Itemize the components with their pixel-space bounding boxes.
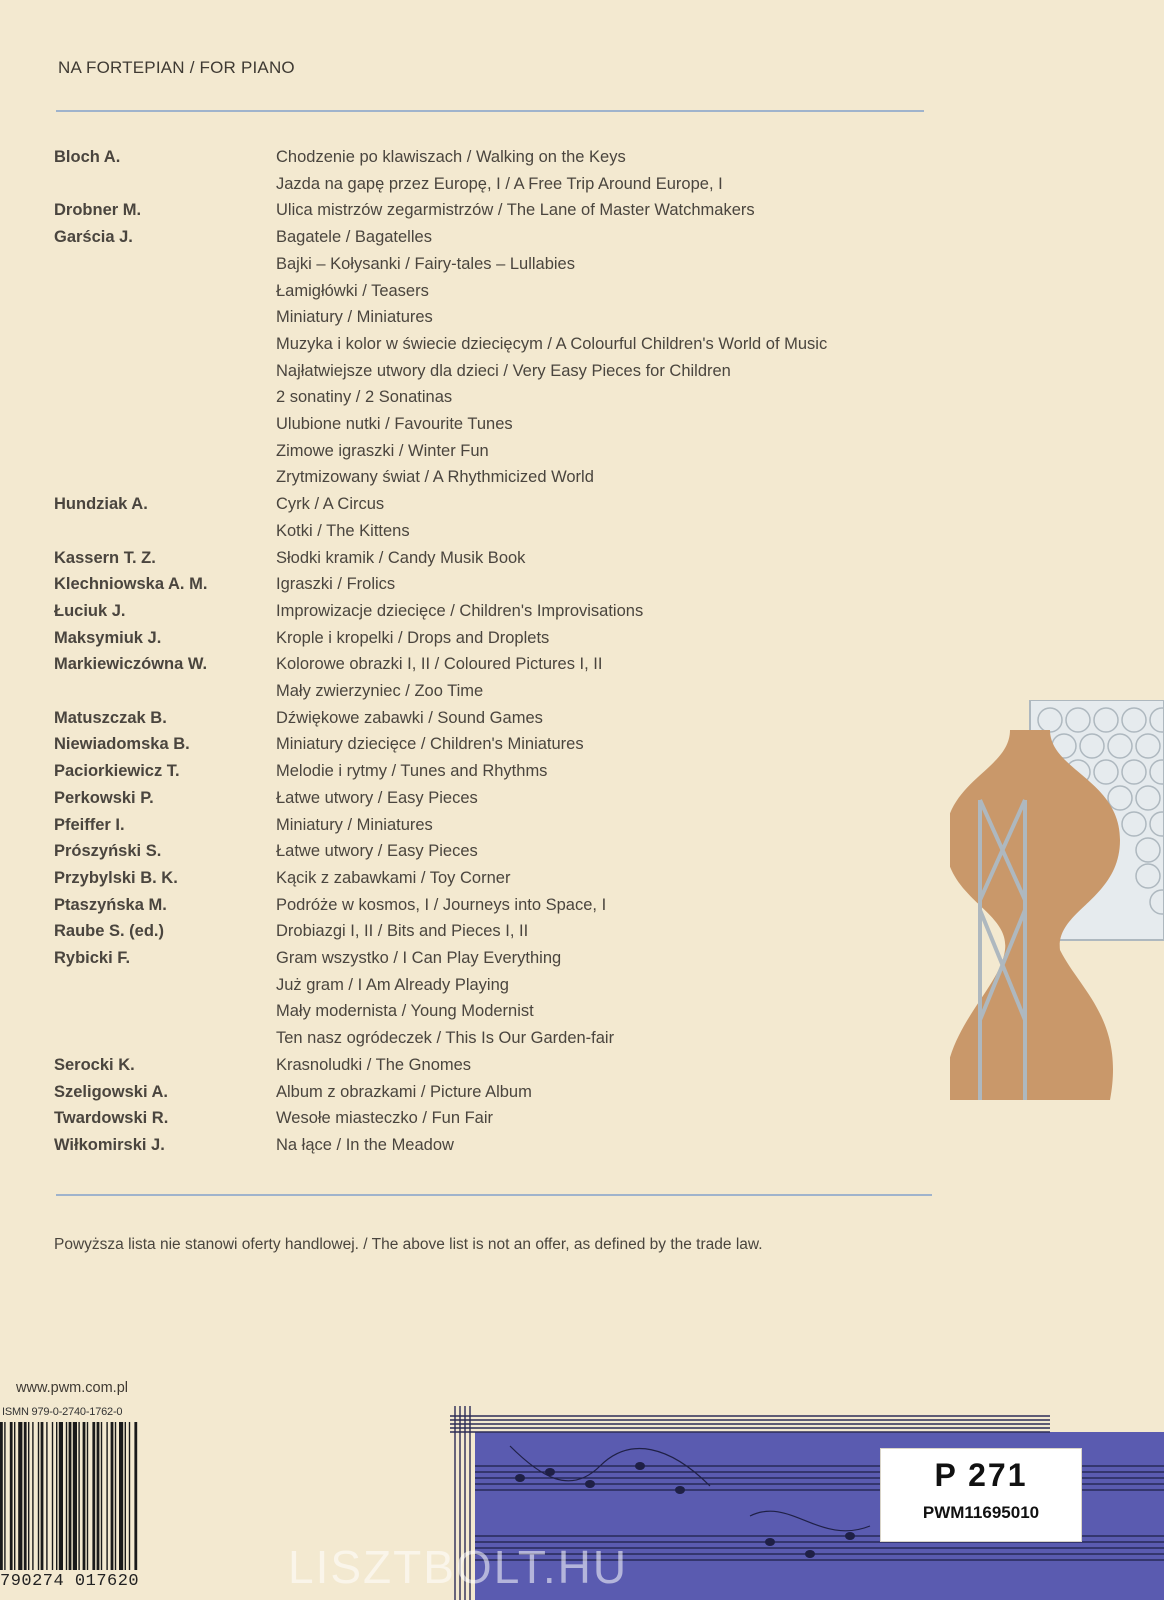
composer-name: Matuszczak B. <box>54 708 167 727</box>
barcode-bar <box>0 1422 3 1570</box>
catalog-row <box>0 228 920 254</box>
catalog-row <box>0 789 920 815</box>
ismn-number: ISMN 979-0-2740-1762-0 <box>2 1406 123 1418</box>
catalog-row <box>0 495 920 521</box>
catalog-row <box>0 282 920 308</box>
catalog-row <box>0 148 920 174</box>
work-title: Kącik z zabawkami / Toy Corner <box>276 868 511 887</box>
composer-name: Wiłkomirski J. <box>54 1135 165 1154</box>
top-divider <box>56 110 924 112</box>
barcode-bar <box>92 1422 95 1570</box>
price-code: P 271 <box>934 1457 1028 1493</box>
catalog-row <box>0 629 920 655</box>
work-title: Ulica mistrzów zegarmistrzów / The Lane of Master Watchmakers <box>276 201 755 220</box>
work-title: Ulubione nutki / Favourite Tunes <box>276 415 513 433</box>
catalog-row <box>0 255 920 281</box>
composer-name: Niewiadomska B. <box>54 735 190 754</box>
composer-name: Rybicki F. <box>54 949 131 967</box>
barcode-bar <box>83 1422 86 1570</box>
composer-name: Klechniowska A. M. <box>54 575 208 594</box>
barcode-bar <box>97 1422 100 1570</box>
work-title: Zrytmizowany świat / A Rhythmicized World <box>276 468 594 487</box>
work-title: Najłatwiejsze utwory dla dzieci / Very Easy Pieces for Children <box>276 361 731 380</box>
composer-name: Maksymiuk J. <box>54 628 162 647</box>
barcode-bar <box>66 1422 67 1570</box>
barcode-bar <box>129 1422 130 1570</box>
catalog-row <box>0 1083 920 1109</box>
catalog-row <box>0 175 920 201</box>
composer-name: Kassern T. Z. <box>54 548 156 567</box>
barcode-bar <box>111 1422 114 1570</box>
work-title: Gram wszystko / I Can Play Everything <box>276 949 562 967</box>
catalog-row <box>0 442 920 468</box>
composer-name: Twardowski R. <box>54 1109 169 1128</box>
work-title: Mały zwierzyniec / Zoo Time <box>276 682 484 700</box>
barcode-bar <box>14 1422 15 1570</box>
work-title: Chodzenie po klawiszach / Walking on the Keys <box>276 148 626 166</box>
barcode-bar <box>125 1422 126 1570</box>
barcode-bar <box>87 1422 88 1570</box>
catalog-row <box>0 1029 920 1055</box>
composer-name: Prószyński S. <box>54 842 162 861</box>
work-title: Podróże w kosmos, I / Journeys into Space, I <box>276 895 607 914</box>
barcode-bar <box>78 1422 79 1570</box>
composer-name: Szeligowski A. <box>54 1082 169 1101</box>
work-title: Improwizacje dziecięce / Children's Improvisations <box>276 601 644 620</box>
catalog-row <box>0 709 920 735</box>
composer-name: Perkowski P. <box>54 788 154 807</box>
barcode <box>0 1406 174 1600</box>
catalog-row <box>0 655 920 681</box>
barcode-bar <box>101 1422 102 1570</box>
disclaimer-text: Powyższa lista nie stanowi oferty handlowej. / The above list is not an offer, as defined by the trade law. <box>54 1236 763 1253</box>
work-title: Bagatele / Bagatelles <box>276 228 432 247</box>
barcode-bar <box>106 1422 107 1570</box>
work-title: Krople i kropelki / Drops and Droplets <box>276 628 550 647</box>
barcode-digits: 790274 017620 <box>0 1572 140 1591</box>
composer-name: Paciorkiewicz T. <box>54 762 180 781</box>
work-title: Na łące / In the Meadow <box>276 1135 454 1154</box>
work-title: Zimowe igraszki / Winter Fun <box>276 441 489 460</box>
composer-name: Ptaszyńska M. <box>54 895 167 914</box>
publisher-website: www.pwm.com.pl <box>16 1380 128 1396</box>
catalog-row <box>0 335 920 361</box>
catalog-row <box>0 388 920 414</box>
barcode-bar <box>41 1422 44 1570</box>
barcode-bar <box>24 1422 27 1570</box>
catalog-row <box>0 842 920 868</box>
catalog-row <box>0 816 920 842</box>
barcode-bar <box>4 1422 5 1570</box>
catalog-row <box>0 1002 920 1028</box>
composer-name: Łuciuk J. <box>54 601 126 620</box>
barcode-bar <box>46 1422 47 1570</box>
catalog-row <box>0 1056 920 1082</box>
work-title: Miniatury / Miniatures <box>276 815 433 834</box>
price-sticker <box>880 1448 1082 1542</box>
catalog-row <box>0 1136 920 1162</box>
barcode-bar <box>52 1422 53 1570</box>
catalog-row <box>0 869 920 895</box>
composer-name: Raube S. (ed.) <box>54 922 165 941</box>
work-title: Miniatury dziecięce / Children's Miniatures <box>276 735 584 754</box>
composer-name: Drobner M. <box>54 201 142 220</box>
catalog-row <box>0 922 920 948</box>
barcode-bar <box>119 1422 123 1570</box>
work-title: Łatwe utwory / Easy Pieces <box>276 788 478 807</box>
catalog-row <box>0 362 920 388</box>
work-title: Jazda na gapę przez Europę, I / A Free Trip Around Europe, I <box>276 174 723 193</box>
catalog-row <box>0 949 920 975</box>
catalog-row <box>0 735 920 761</box>
work-title: Łatwe utwory / Easy Pieces <box>276 842 478 861</box>
composer-name: Garścia J. <box>54 228 133 247</box>
work-title: 2 sonatiny / 2 Sonatinas <box>276 388 453 407</box>
bottom-divider <box>56 1194 932 1196</box>
work-title: Już gram / I Am Already Playing <box>276 975 509 994</box>
work-title: Cyrk / A Circus <box>276 495 385 514</box>
composer-name: Pfeiffer I. <box>54 815 125 834</box>
catalog-row <box>0 1109 920 1135</box>
barcode-bar <box>73 1422 77 1570</box>
catalog-row <box>0 896 920 922</box>
catalog-row <box>0 762 920 788</box>
catalog-row <box>0 575 920 601</box>
catalog-row <box>0 549 920 575</box>
catalog-row <box>0 602 920 628</box>
work-title: Melodie i rytmy / Tunes and Rhythms <box>276 762 548 781</box>
catalog-row <box>0 468 920 494</box>
barcode-bar <box>56 1422 57 1570</box>
barcode-bar <box>32 1422 33 1570</box>
composer-name: Serocki K. <box>54 1055 135 1074</box>
work-title: Miniatury / Miniatures <box>276 308 433 327</box>
work-title: Album z obrazkami / Picture Album <box>276 1082 532 1101</box>
work-title: Krasnoludki / The Gnomes <box>276 1055 472 1074</box>
work-title: Łamigłówki / Teasers <box>276 281 429 300</box>
work-title: Igraszki / Frolics <box>276 575 396 594</box>
barcode-bar <box>59 1422 63 1570</box>
composer-name: Markiewiczówna W. <box>54 655 208 674</box>
composer-name: Hundziak A. <box>54 495 148 514</box>
composer-name: Przybylski B. K. <box>54 868 178 887</box>
work-title: Mały modernista / Young Modernist <box>276 1002 534 1021</box>
catalog-row <box>0 522 920 548</box>
watermark: LISZTBOLT.HU <box>288 1541 629 1593</box>
catalog-row <box>0 682 920 708</box>
work-title: Drobiazgi I, II / Bits and Pieces I, II <box>276 922 529 941</box>
barcode-bar <box>38 1422 39 1570</box>
composer-name: Bloch A. <box>54 148 121 166</box>
catalog-row <box>0 308 920 334</box>
barcode-bar <box>134 1422 137 1570</box>
product-sku: PWM11695010 <box>922 1503 1040 1522</box>
work-title: Muzyka i kolor w świecie dziecięcym / A Colourful Children's World of Music <box>276 334 828 353</box>
work-title: Słodki kramik / Candy Musik Book <box>276 548 526 567</box>
barcode-bar <box>115 1422 116 1570</box>
work-title: Ten nasz ogródeczek / This Is Our Garden-fair <box>276 1029 615 1048</box>
work-title: Bajki – Kołysanki / Fairy-tales – Lullabies <box>276 254 575 273</box>
barcode-bar <box>18 1422 22 1570</box>
catalog-row <box>0 976 920 1002</box>
section-header: NA FORTEPIAN / FOR PIANO <box>58 58 295 77</box>
catalog-row <box>0 201 920 227</box>
catalog-row <box>0 415 920 441</box>
work-title: Kolorowe obrazki I, II / Coloured Pictures I, II <box>276 655 603 674</box>
work-title: Wesołe miasteczko / Fun Fair <box>276 1109 494 1128</box>
barcode-bars <box>0 1422 172 1570</box>
work-title: Dźwiękowe zabawki / Sound Games <box>276 708 543 727</box>
work-title: Kotki / The Kittens <box>276 521 410 540</box>
vase-illustration <box>950 700 1164 1110</box>
barcode-bar <box>10 1422 13 1570</box>
barcode-bar <box>69 1422 72 1570</box>
barcode-bar <box>28 1422 29 1570</box>
